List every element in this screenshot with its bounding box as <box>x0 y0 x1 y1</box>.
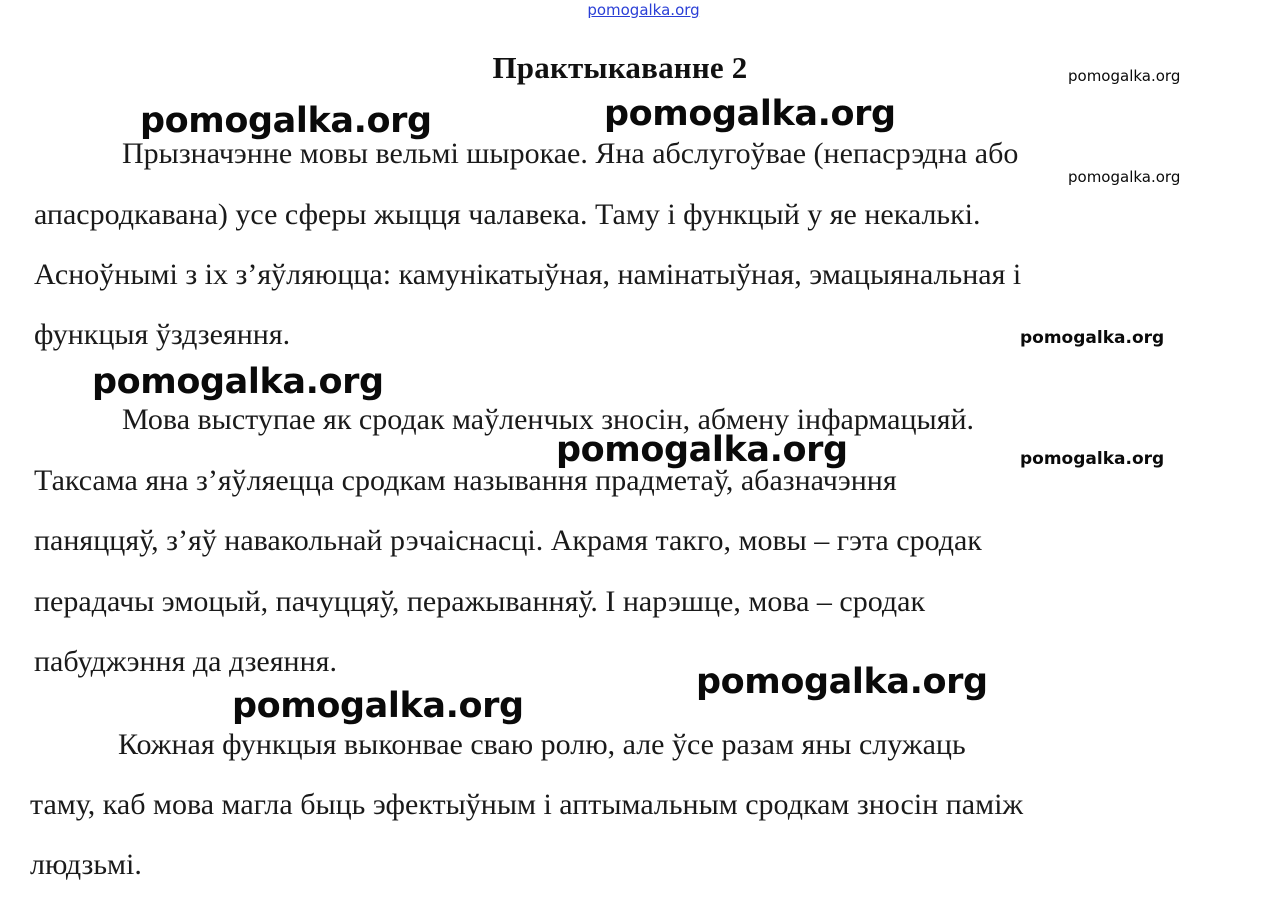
watermark: pomogalka.org <box>696 662 988 702</box>
paragraph-3-line-1: Кожная функцыя выконвае сваю ролю, але ўсе разам яны служаць <box>118 728 966 761</box>
watermark: pomogalka.org <box>1068 168 1181 186</box>
paragraph-2-line-4: перадачы эмоцый, пачуццяў, перажыванняў. І нарэшце, мова – сродак <box>34 585 926 618</box>
page-title: Практыкаванне 2 <box>492 50 748 85</box>
paragraph-1-line-4: функцыя ўздзеяння. <box>34 318 291 351</box>
watermark: pomogalka.org <box>232 686 524 726</box>
watermark: pomogalka.org <box>1068 67 1181 85</box>
paragraph-2-line-3: паняццяў, з’яў навакольнай рэчаіснасці. Акрамя такго, мовы – гэта сродак <box>34 524 982 557</box>
paragraph-3-line-2: таму, каб мова магла быць эфектыўным і аптымальным сродкам зносін паміж <box>30 788 1024 821</box>
paragraph-2-line-5: пабуджэння да дзеяння. <box>34 645 337 678</box>
site-link[interactable]: pomogalka.org <box>587 1 700 19</box>
watermark: pomogalka.org <box>1020 328 1165 348</box>
watermark: pomogalka.org <box>140 101 432 141</box>
watermark: pomogalka.org <box>604 94 896 134</box>
paragraph-2-line-2: Таксама яна з’яўляецца сродкам называння прадметаў, абазначэння <box>34 464 897 497</box>
watermark: pomogalka.org <box>1020 449 1165 469</box>
paragraph-1-line-3: Асноўнымі з іх з’яўляюцца: камунікатыўная, намінатыўная, эмацыянальная і <box>34 258 1022 291</box>
paragraph-1-line-1: Прызначэнне мовы вельмі шырокае. Яна абслугоўвае (непасрэдна або <box>122 137 1019 170</box>
watermark: pomogalka.org <box>92 362 384 402</box>
paragraph-2-line-1: Мова выступае як сродак маўленчых зносін, абмену інфармацыяй. <box>122 403 975 436</box>
paragraph-1-line-2: апасродкавана) усе сферы жыцця чалавека. Таму і функцый у яе некалькі. <box>34 198 981 231</box>
paragraph-3-line-3: людзьмі. <box>30 848 142 881</box>
watermark: pomogalka.org <box>556 430 848 470</box>
